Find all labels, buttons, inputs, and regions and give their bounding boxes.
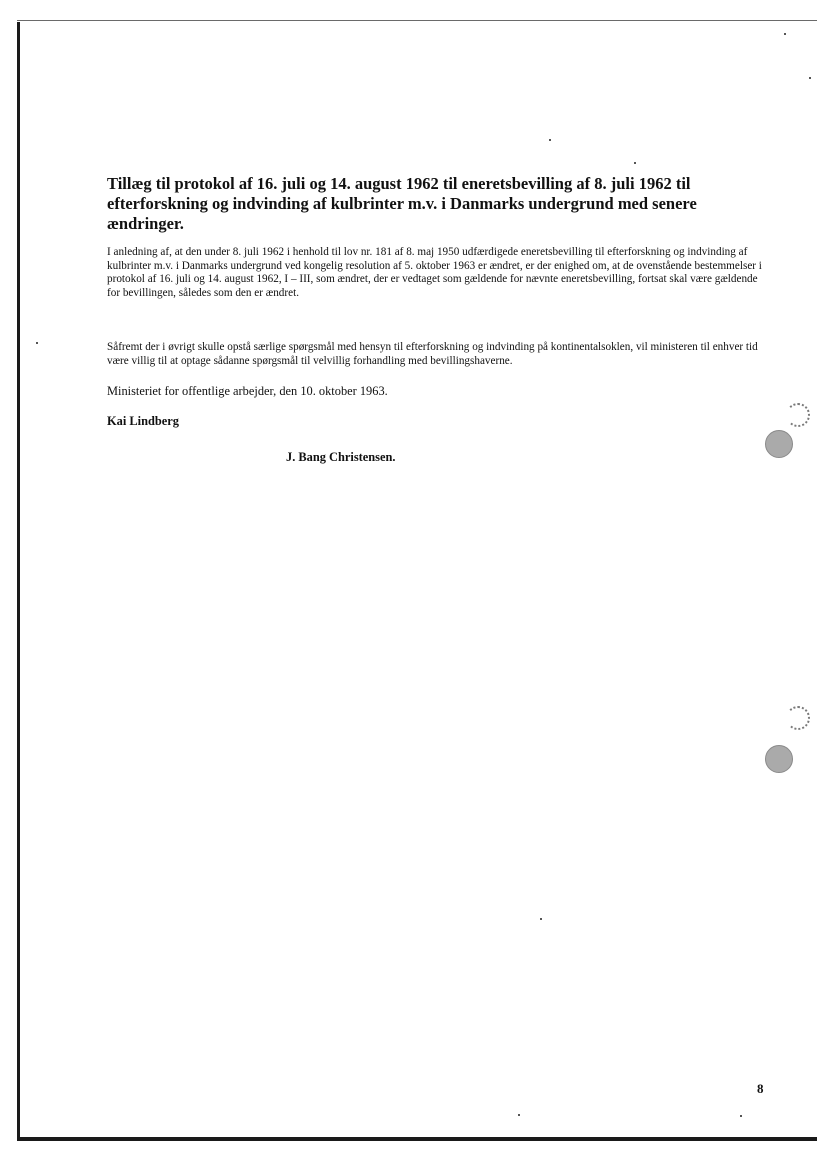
document-title: Tillæg til protokol af 16. juli og 14. august 1962 til eneretsbevilling af 8. juli 1962 til efterforskning og indvinding af kulbrinter m.v. i Danmarks undergrund med senere ændringer. — [107, 174, 697, 233]
paragraph-ministry-date: Ministeriet for offentlige arbejder, den 10. oktober 1963. — [107, 384, 388, 398]
signatory-bang-christensen: J. Bang Christensen. — [286, 450, 396, 464]
punch-hole-icon — [765, 430, 793, 458]
scan-border-left — [17, 22, 20, 1140]
paragraph-amendment: I anledning af, at den under 8. juli 1962 i henhold til lov nr. 181 af 8. maj 1950 udfærdigede eneretsbevilling til efterforskning og indvinding af kulbrinter m.v. i Danmarks undergrund ved kongelig resolution af 5. oktober 1963 er ændret, er der enighed om, at de ovenstående bestemmelser i protokol af 16. juli og 14. august 1962, I – III, som ændret, der er vedtaget som gældende for nævnte eneretsbevilling, fortsat skal være gældende for bevillingen, således som den er ændret. — [107, 246, 762, 299]
scan-speck — [784, 33, 786, 35]
punch-hole-icon — [765, 745, 793, 773]
scan-speck — [634, 162, 636, 164]
scan-border-top — [17, 20, 817, 21]
paragraph-continental-shelf: Såfremt der i øvrigt skulle opstå særlige spørgsmål med hensyn til efterforskning og indvinding på kontinentalsoklen, vil ministeren til enhver tid være villig til at optage sådanne spørgsmål til velvillig forhandling med bevillingshaverne. — [107, 341, 758, 367]
signatory-kai-lindberg: Kai Lindberg — [107, 414, 179, 428]
staple-mark-icon — [786, 403, 810, 427]
scan-speck — [809, 77, 811, 79]
scan-border-bottom — [17, 1137, 817, 1141]
scan-speck — [36, 342, 38, 344]
scan-speck — [540, 918, 542, 920]
scan-speck — [740, 1115, 742, 1117]
staple-mark-icon — [786, 706, 810, 730]
scan-speck — [549, 139, 551, 141]
page-number: 8 — [757, 1081, 764, 1096]
scan-speck — [518, 1114, 520, 1116]
